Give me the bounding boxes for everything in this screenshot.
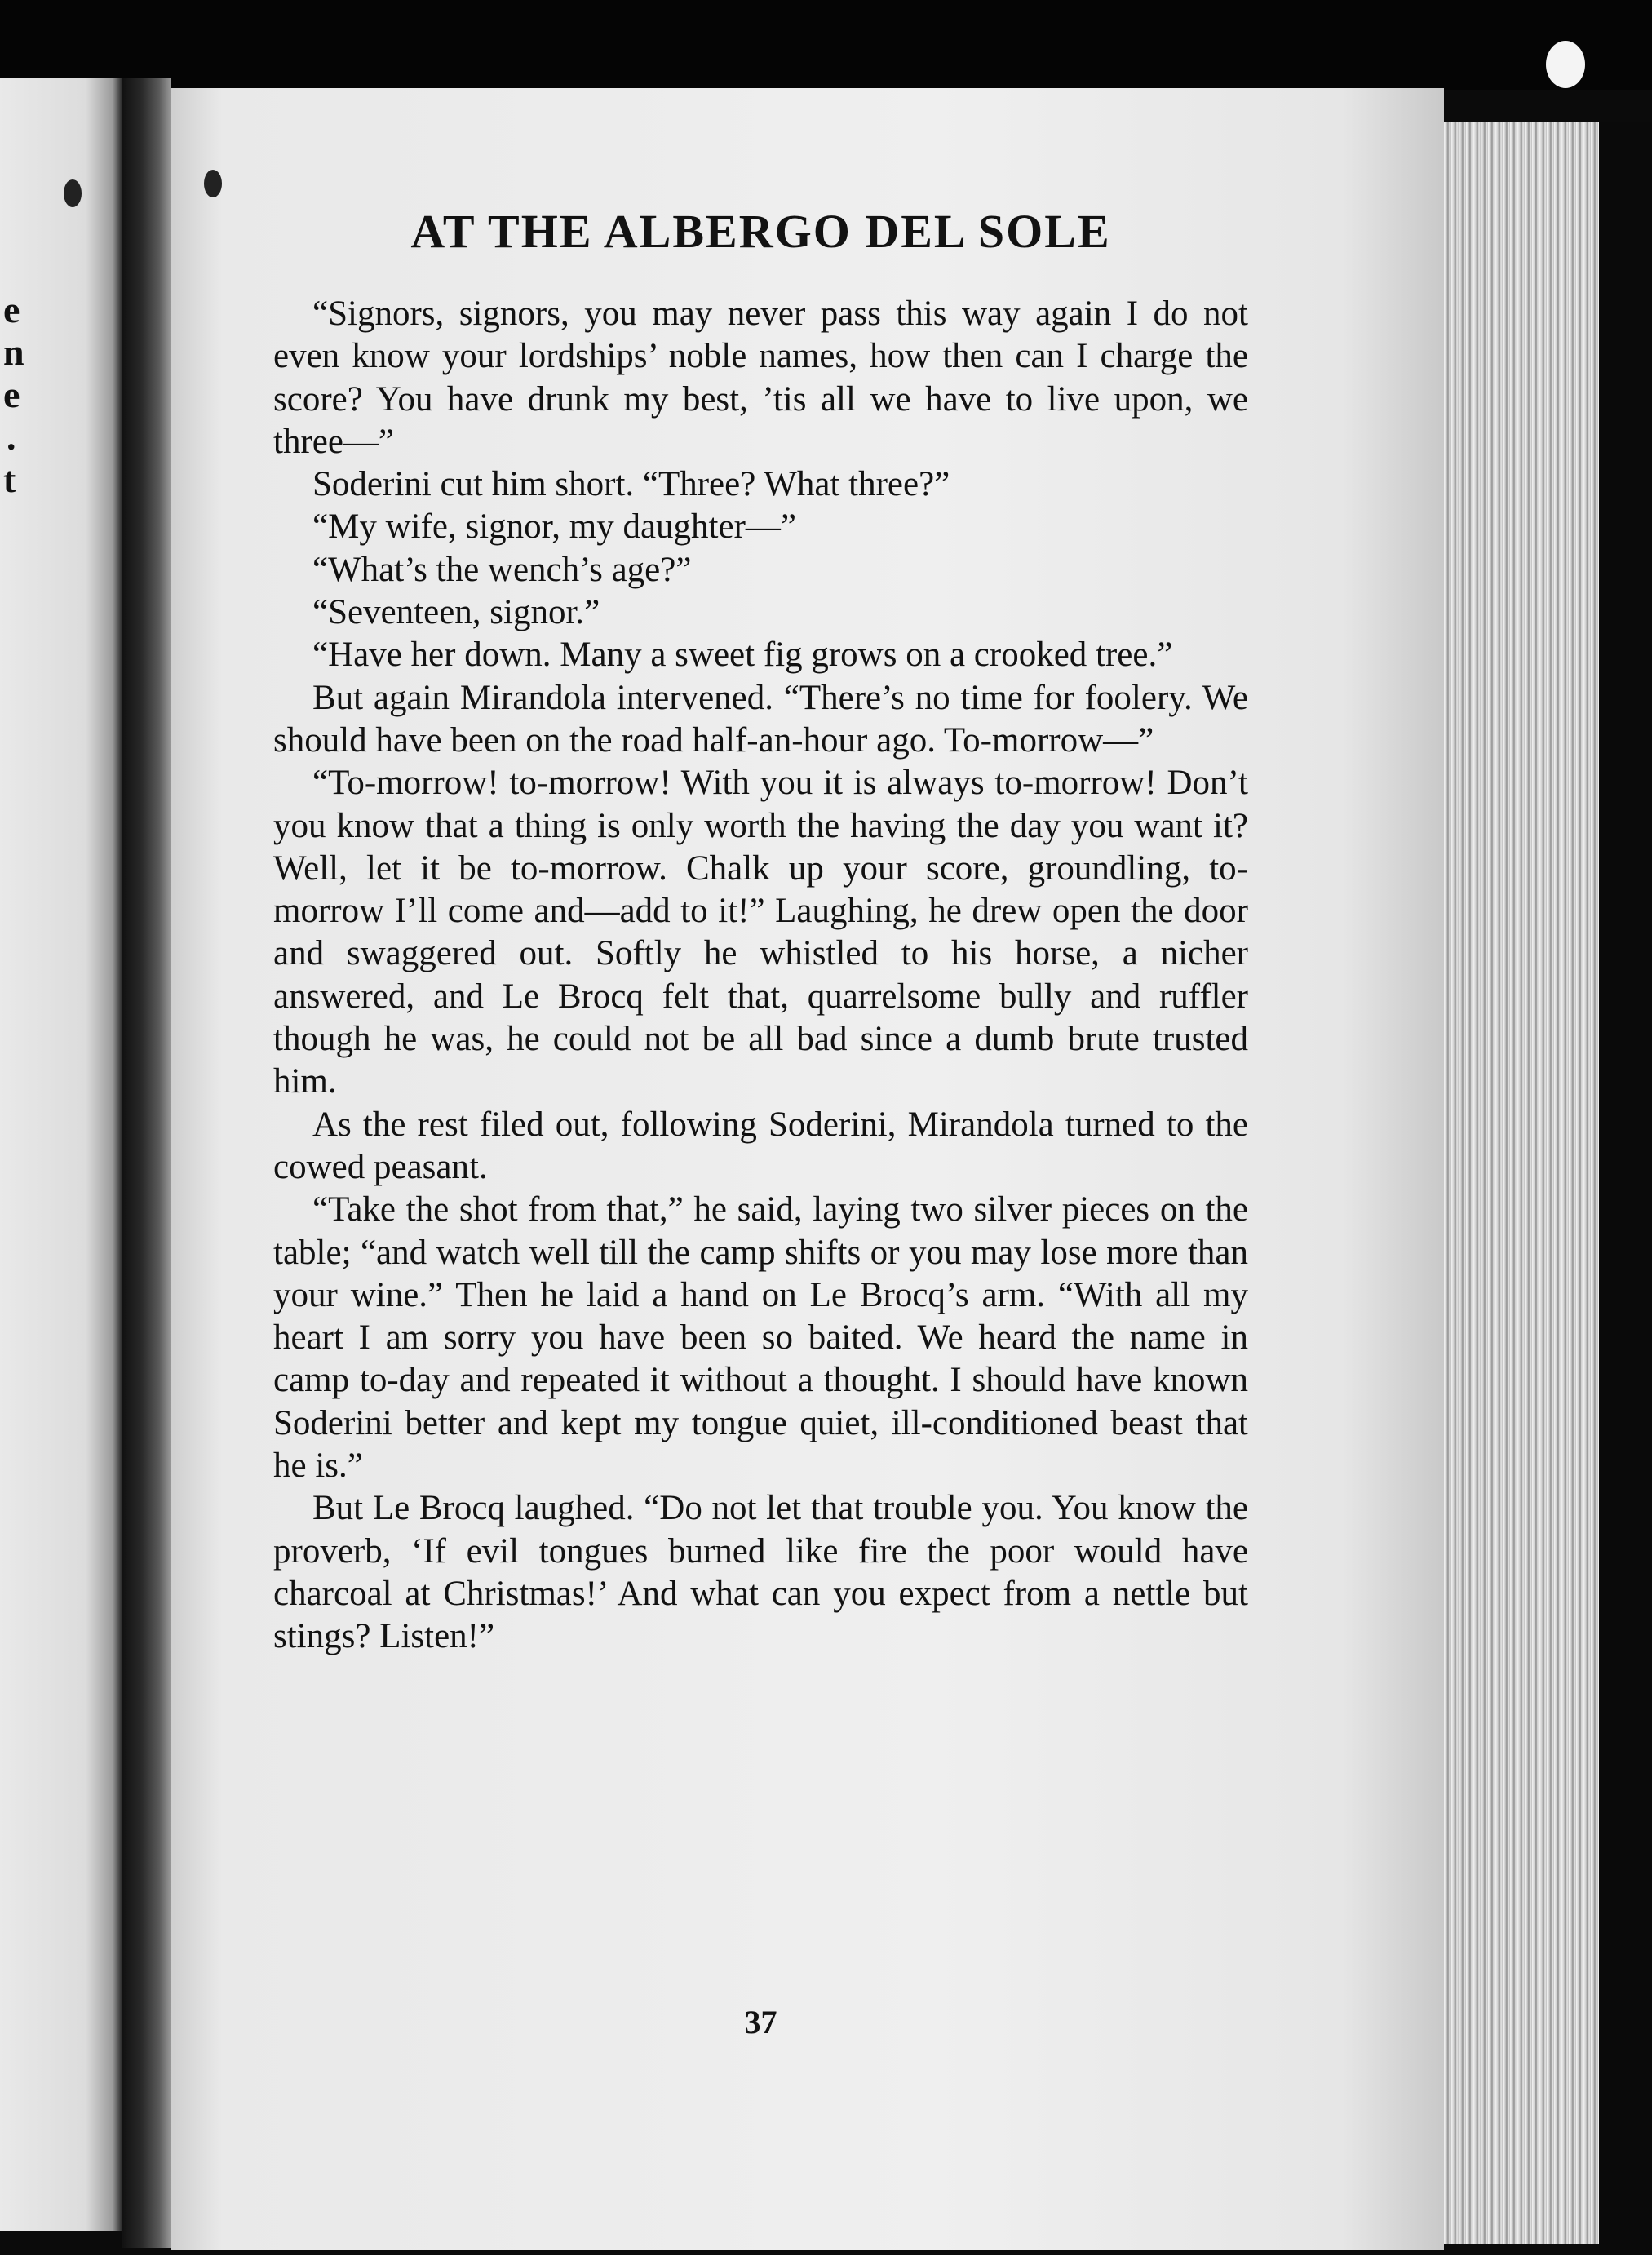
paragraph: “Have her down. Many a sweet fig grows on a crooked tree.” bbox=[312, 636, 1173, 675]
paragraph: “My wife, signor, my daughter—” bbox=[312, 507, 796, 547]
facing-page-fragment: e bbox=[3, 289, 20, 330]
paragraph: As the rest filed out, following Soderini, Mirandola turned to the cowed peasant. bbox=[273, 1105, 1248, 1186]
scan-light-spot bbox=[1546, 41, 1585, 88]
book-gutter bbox=[122, 78, 171, 2248]
paragraph: But Le Brocq laughed. “Do not let that trouble you. You know the proverb, ‘If evil tongues burned like fire the poor would have charcoal at Christmas!’ And what can you expect from a nettle but stings? Listen!” bbox=[273, 1489, 1248, 1656]
paragraph: But again Mirandola intervened. “There’s no time for foolery. We should have been on the road half-an-hour ago. To-morrow—” bbox=[273, 678, 1248, 760]
paragraph: “What’s the wench’s age?” bbox=[312, 550, 692, 589]
page-stack-edges bbox=[1444, 122, 1611, 2244]
paragraph: “Seventeen, signor.” bbox=[312, 593, 600, 632]
ink-blot bbox=[204, 170, 222, 197]
facing-page-fragment: . bbox=[7, 416, 16, 458]
running-heading: AT THE ALBERGO DEL SOLE bbox=[410, 205, 1111, 258]
facing-page-edge bbox=[0, 78, 122, 2231]
page-content bbox=[273, 205, 1248, 2040]
scan-right-border bbox=[1599, 122, 1652, 2255]
ink-blot bbox=[64, 179, 82, 207]
facing-page-fragment: t bbox=[3, 459, 16, 500]
facing-page-fragment: n bbox=[3, 331, 24, 373]
paragraph: “Signors, signors, you may never pass this way again I do not even know your lordships’ noble names, how then can I charge the score? You have drunk my best, ’tis all we have to live upon, we three—” bbox=[273, 295, 1248, 461]
paragraph: “Take the shot from that,” he said, laying two silver pieces on the table; “and watch well till the camp shifts or you may lose more than your wine.” Then he laid a hand on Le Brocq’s arm. “With all my heart I am sorry you have been so baited. We heard the name in camp to-day and repeated it without a thought. I should have known Soderini better and kept my tongue quiet, ill-conditioned beast that he is.” bbox=[273, 1190, 1248, 1486]
scan-top-border bbox=[0, 0, 1652, 90]
paragraph: Soderini cut him short. “Three? What three?” bbox=[312, 465, 950, 504]
page-number: 37 bbox=[744, 2004, 777, 2040]
paragraph: “To-morrow! to-morrow! With you it is always to-morrow! Don’t you know that a thing is only worth the having the day you want it? Well, let it be to-morrow. Chalk up your score, groundling, to-morrow I’ll come and—add to it!” Laughing, he drew open the door and swaggered out. Softly he whistled to his horse, a nicher answered, and Le Brocq felt that, quarrelsome bully and ruffler though he was, he could not be all bad since a dumb brute trusted him. bbox=[273, 764, 1248, 1101]
facing-page-fragment: e bbox=[3, 374, 20, 415]
